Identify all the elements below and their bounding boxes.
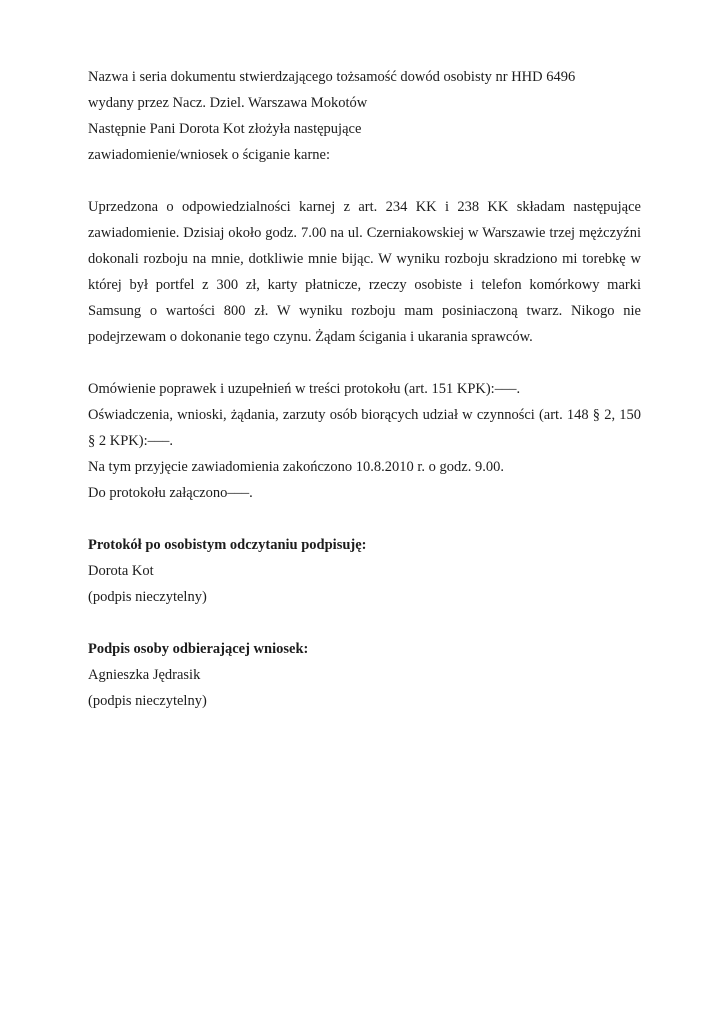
completion-line: Na tym przyjęcie zawiadomienia zakończono 10.8.2010 r. o godz. 9.00. xyxy=(88,459,504,475)
spacer xyxy=(88,610,641,636)
amendments-line: Omówienie poprawek i uzupełnień w treści protokołu (art. 151 KPK):–––. xyxy=(88,381,521,397)
notice-type-line: zawiadomienie/wniosek o ściganie karne: xyxy=(88,147,330,163)
statement-paragraph: Uprzedzona o odpowiedzialności karnej z art. 234 KK i 238 KK składam następujące zawiadomienie. Dzisiaj około godz. 7.00 na ul. Czerniakowskiej w Warszawie trzej mężczyźni dokonali rozboju na mnie, dotkliwie mnie bijąc. W wyniku rozboju skradziono mi torebkę w której był portfel z 300 zł, karty płatnicze, rzeczy osobiste i telefon komórkowy marki Samsung o wartości 800 zł. W wyniku rozboju mam posiniaczoną twarz. Nikogo nie podejrzewam o dokonanie tego czynu. Żądam ścigania i ukarania sprawców. xyxy=(88,199,641,345)
complainant-name: Dorota Kot xyxy=(88,563,154,579)
intro-line: Następnie Pani Dorota Kot złożyła następujące xyxy=(88,121,362,137)
id-document-line: Nazwa i seria dokumentu stwierdzającego tożsamość dowód osobisty nr HHD 6496 xyxy=(88,69,576,85)
issuer-line: wydany przez Nacz. Dziel. Warszawa Mokotów xyxy=(88,95,368,111)
spacer xyxy=(88,168,641,194)
receiver-signature-heading: Podpis osoby odbierającej wniosek: xyxy=(88,641,309,657)
declarations-paragraph: Oświadczenia, wnioski, żądania, zarzuty osób biorących udział w czynności (art. 148 § 2, 150 § 2 KPK):–––. xyxy=(88,407,641,449)
receiver-name: Agnieszka Jędrasik xyxy=(88,667,201,683)
complainant-signature-note: (podpis nieczytelny) xyxy=(88,589,207,605)
spacer xyxy=(88,506,641,532)
document-body xyxy=(88,64,641,714)
attachments-line: Do protokołu załączono–––. xyxy=(88,485,253,501)
complainant-signature-heading: Protokół po osobistym odczytaniu podpisuję: xyxy=(88,537,367,553)
receiver-signature-note: (podpis nieczytelny) xyxy=(88,693,207,709)
spacer xyxy=(88,350,641,376)
